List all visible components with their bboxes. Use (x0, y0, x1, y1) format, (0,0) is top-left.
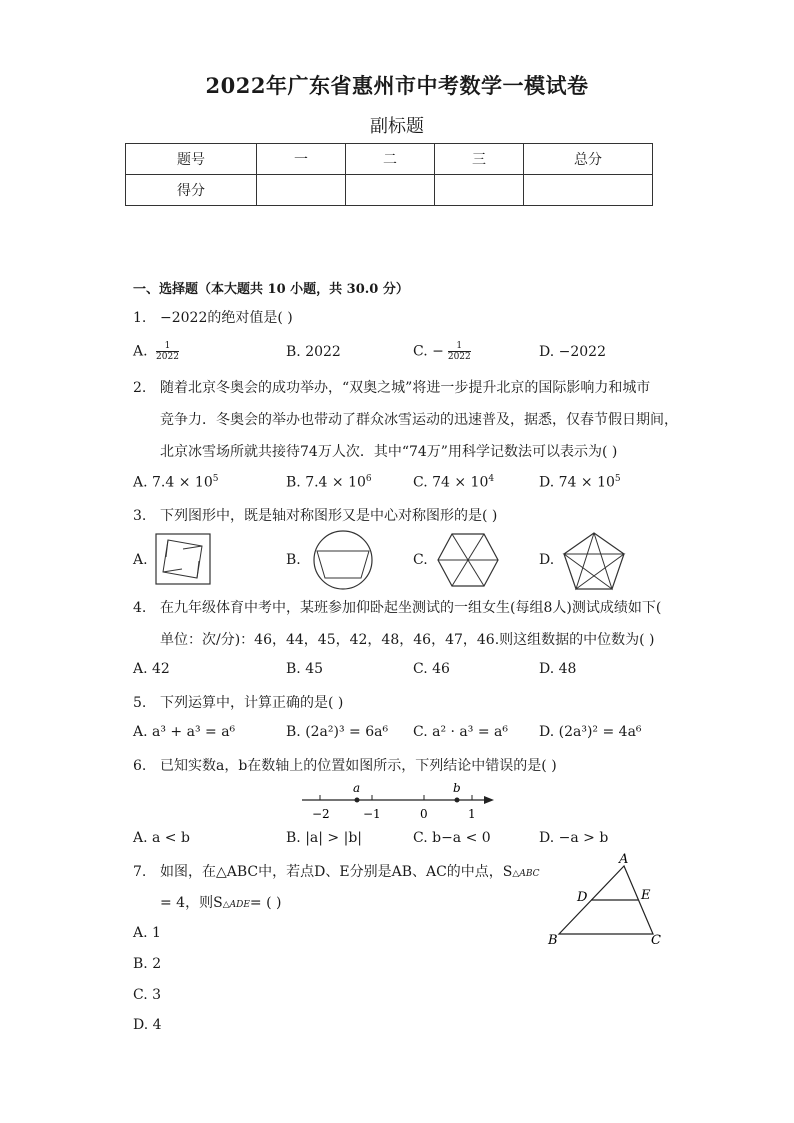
question-number: 5. (133, 695, 147, 711)
vertex-label-d: D (577, 890, 588, 905)
question-text-line (160, 893, 281, 915)
option-b[interactable]: B. 2 (133, 956, 162, 972)
subscript: △ABC (512, 869, 540, 879)
question-text-line: 北京冰雪场所就共接待74万人次．其中“74万”用科学记数法可以表示为( ) (160, 444, 618, 460)
score-table-row-score (126, 175, 653, 206)
question-text: 下列图形中，既是轴对称图形又是中心对称图形的是( ) (160, 508, 498, 524)
fraction (448, 341, 471, 362)
option-c[interactable]: C. a² · a³ = a⁶ (413, 724, 508, 740)
question-text-line: 单位：次/分)：46，44，45，42，48，46，47，46.则这组数据的中位数为( ) (160, 632, 655, 648)
exponent: 6 (365, 474, 372, 484)
score-table-row-header (126, 144, 653, 175)
score-cell: 总分 (524, 144, 653, 175)
subscript: △ADE (222, 900, 250, 910)
vertex-label-c: C (651, 933, 661, 948)
question-text: 下列运算中，计算正确的是( ) (160, 695, 344, 711)
question-text-line: 随着北京冬奥会的成功举办，“双奥之城”将进一步提升北京的国际影响力和城市 (160, 380, 651, 396)
question-text: = ( ) (249, 895, 282, 911)
option-a[interactable] (133, 341, 179, 362)
option-b[interactable] (286, 474, 372, 491)
option-c[interactable]: C. b−a < 0 (413, 830, 491, 846)
tick-label: 0 (420, 807, 428, 821)
score-cell: 一 (257, 144, 346, 175)
vertex-label-b: B (548, 933, 558, 948)
option-text: B. 7.4 × 10 (286, 474, 366, 491)
option-d[interactable]: D. −2022 (539, 344, 606, 360)
numerator: 1 (448, 341, 471, 352)
question-number: 1. (133, 310, 147, 326)
page-title: 2022年广东省惠州市中考数学一模试卷 (205, 73, 589, 98)
question-text-line (160, 862, 540, 884)
option-b[interactable]: B. 2022 (286, 344, 341, 360)
option-a[interactable]: A. 42 (133, 661, 170, 677)
option-c[interactable] (413, 341, 471, 362)
square-in-square-figure (155, 533, 211, 585)
question-number: 4. (133, 600, 147, 616)
option-b[interactable]: B. (2a²)³ = 6a⁶ (286, 724, 389, 740)
point-a-label: a (353, 781, 361, 795)
option-b[interactable]: B. (286, 552, 301, 568)
option-a[interactable]: A. (133, 552, 148, 568)
option-d[interactable]: D. (539, 552, 555, 568)
tick-label: −1 (363, 807, 381, 821)
option-d[interactable]: D. (2a³)² = 4a⁶ (539, 724, 642, 740)
option-label: C. − (413, 343, 444, 360)
score-cell-input[interactable] (257, 175, 346, 206)
score-cell: 得分 (126, 175, 257, 206)
option-d[interactable]: D. 48 (539, 661, 577, 677)
pentagram-figure (562, 531, 626, 591)
option-c[interactable]: C. 46 (413, 661, 450, 677)
question-text: 已知实数a，b在数轴上的位置如图所示，下列结论中错误的是( ) (160, 758, 557, 774)
question-number: 2. (133, 380, 147, 396)
question-number: 3. (133, 508, 147, 524)
option-c[interactable]: C. (413, 552, 428, 568)
option-b[interactable]: B. 45 (286, 661, 324, 677)
option-d[interactable]: D. 4 (133, 1017, 162, 1033)
arrow-icon (484, 796, 494, 804)
score-cell-input[interactable] (435, 175, 524, 206)
exponent: 5 (614, 474, 621, 484)
page-subtitle: 副标题 (370, 116, 424, 137)
point-b-label: b (453, 781, 461, 795)
option-d[interactable] (539, 474, 621, 491)
option-a[interactable]: A. a³ + a³ = a⁶ (133, 724, 236, 740)
question-number: 7. (133, 864, 147, 880)
circle-with-trapezoid-figure (312, 529, 374, 591)
fraction (156, 341, 179, 362)
option-c[interactable]: C. 3 (133, 987, 162, 1003)
score-cell-input[interactable] (524, 175, 653, 206)
triangle-abc-figure (545, 852, 665, 952)
question-text: = 4，则S (160, 895, 223, 911)
option-a[interactable]: A. a < b (133, 830, 190, 846)
score-cell: 题号 (126, 144, 257, 175)
question-number: 6. (133, 758, 147, 774)
option-text: D. 74 × 10 (539, 474, 615, 491)
numerator: 1 (156, 341, 179, 352)
option-c[interactable] (413, 474, 494, 491)
denominator: 2022 (447, 352, 471, 362)
tick-label: 1 (468, 807, 476, 821)
score-table (125, 143, 653, 206)
option-text: C. 74 × 10 (413, 474, 489, 491)
vertex-label-e: E (641, 888, 651, 903)
question-text-line: 在九年级体育中考中，某班参加仰卧起坐测试的一组女生(每组8人)测试成绩如下( (160, 600, 662, 616)
hexagon-figure (437, 532, 499, 588)
score-cell: 三 (435, 144, 524, 175)
exponent: 4 (488, 474, 495, 484)
denominator: 2022 (156, 352, 179, 362)
question-text: 如图，在△ABC中，若点D、E分别是AB、AC的中点，S (160, 864, 513, 880)
section-heading: 一、选择题（本大题共 10 小题，共 30.0 分） (133, 282, 409, 297)
question-text-line: 竞争力．冬奥会的举办也带动了群众冰雪运动的迅速普及，据悉，仅春节假日期间， (160, 412, 678, 428)
option-b[interactable]: B. |a| > |b| (286, 830, 362, 846)
vertex-label-a: A (619, 852, 629, 867)
exponent: 5 (212, 474, 219, 484)
option-d[interactable]: D. −a > b (539, 830, 609, 846)
option-a[interactable]: A. 1 (133, 925, 161, 941)
option-label: A. (133, 343, 148, 360)
point-b-dot (455, 798, 460, 803)
score-cell-input[interactable] (346, 175, 435, 206)
tick-label: −2 (312, 807, 330, 821)
option-text: A. 7.4 × 10 (133, 474, 213, 491)
question-text: −2022的绝对值是( ) (160, 310, 293, 326)
number-line-figure (300, 780, 500, 824)
point-a-dot (355, 798, 360, 803)
score-cell: 二 (346, 144, 435, 175)
option-a[interactable] (133, 474, 218, 491)
